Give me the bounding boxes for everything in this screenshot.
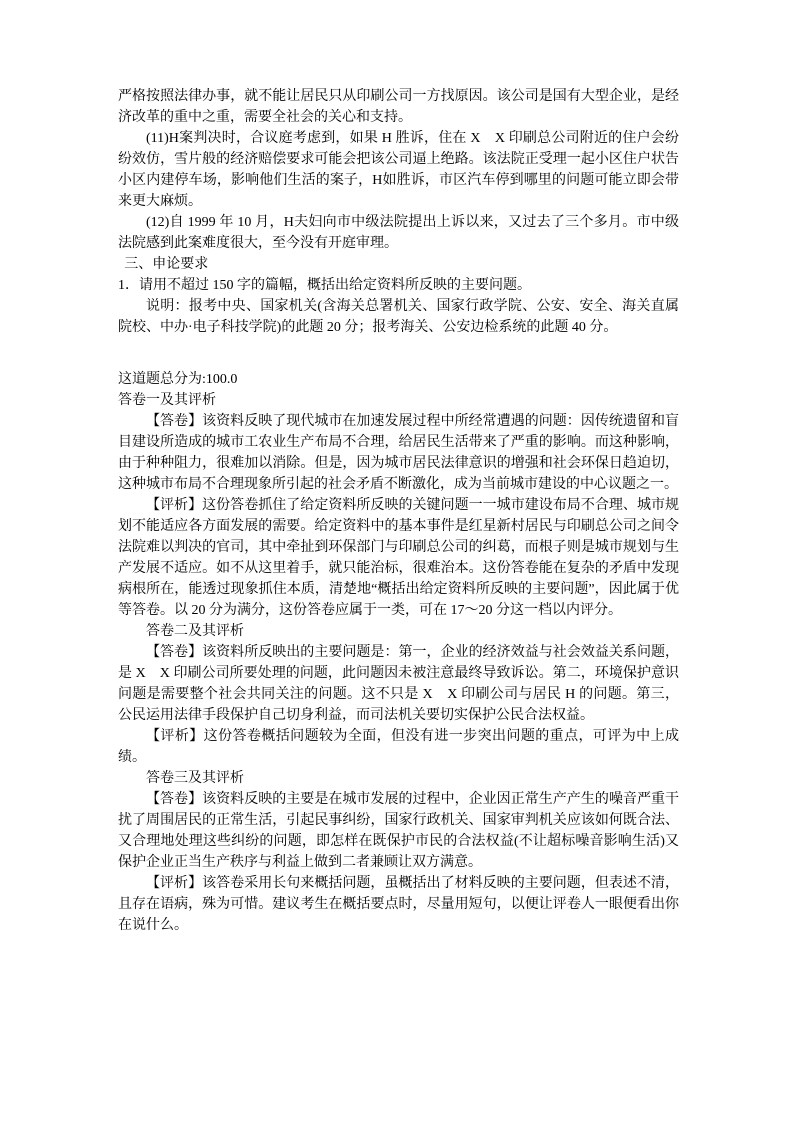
- question-1: 1．请用不超过 150 字的篇幅，概括出给定资料所反映的主要问题。: [118, 278, 531, 293]
- answer-sheet-3-heading: 答卷三及其评析: [146, 771, 244, 786]
- total-score-line: 这道题总分为:100.0: [118, 372, 238, 387]
- question-1-note: 说明：报考中央、国家机关(含海关总署机关、国家行政学院、公安、安全、海关直属院校、中办·电子科技学院)的此题 20 分；报考海关、公安边检系统的此题 40 分。: [118, 299, 679, 335]
- material-paragraph-11: (11)H案判决时，合议庭考虑到，如果 H 胜诉，住在 X X 印刷总公司附近的住户会纷纷效仿，雪片般的经济赔偿要求可能会把该公司逼上绝路。该法院正受理一起小区住户状告小区内建停车场，影响他们生活的案子，H如胜诉，市区汽车停到哪里的问题可能立即会带来更大麻烦。: [118, 131, 679, 209]
- answer-sheet-2-heading: 答卷二及其评析: [146, 624, 244, 639]
- answer-sheet-2-answer: 【答卷】该资料所反映出的主要问题是：第一，企业的经济效益与社会效益关系问题，是 X X 印刷公司所要处理的问题，此问题因未被注意最终导致诉讼。第二，环境保护意识问题是需要整个社会共同关注的问题。这不只是 X X 印刷公司与居民 H 的问题。第三，公民运用法律手段保护自己切身利益，而司法机关要切实保护公民合法权益。: [118, 645, 679, 723]
- document-content: [118, 86, 679, 936]
- material-paragraph-12: (12)自 1999 年 10 月，H夫妇向市中级法院提出上诉以来，又过去了三个多月。市中级法院感到此案难度很大，至今没有开庭审理。: [118, 215, 679, 251]
- answer-sheet-3-answer: 【答卷】该资料反映的主要是在城市发展的过程中，企业因正常生产产生的噪音严重干扰了周围居民的正常生活，引起民事纠纷，国家行政机关、国家审判机关应该如何既合法、又合理地处理这些纠纷的问题，即怎样在既保护市民的合法权益(不让超标噪音影响生活)又保护企业正当生产秩序与利益上做到二者兼顾让双方满意。: [118, 792, 679, 870]
- answer-sheet-1-answer: 【答卷】该资料反映了现代城市在加速发展过程中所经常遭遇的问题：因传统遗留和盲目建设所造成的城市工农业生产布局不合理，给居民生活带来了严重的影响。而这种影响，由于种种阻力，很难加以消除。但是，因为城市居民法律意识的增强和社会环保日趋迫切，这种城市布局不合理现象所引起的社会矛盾不断激化，成为当前城市建设的中心议题之一。: [118, 414, 679, 492]
- answer-sheet-3-review: 【评析】该答卷采用长句来概括问题，虽概括出了材料反映的主要问题，但表述不清，且存在语病，殊为可惜。建议考生在概括要点时，尽量用短句，以便让评卷人一眼便看出你在说什么。: [118, 876, 679, 933]
- answer-sheet-2-review: 【评析】这份答卷概括问题较为全面，但没有进一步突出问题的重点，可评为中上成绩。: [118, 729, 679, 765]
- material-paragraph-continuation: 严格按照法律办事，就不能让居民只从印刷公司一方找原因。该公司是国有大型企业，是经济改革的重中之重，需要全社会的关心和支持。: [118, 89, 679, 125]
- answer-sheet-1-heading: 答卷一及其评析: [118, 393, 216, 408]
- section-heading-shenlun-requirements: 三、申论要求: [124, 257, 209, 272]
- answer-sheet-1-review: 【评析】这份答卷抓住了给定资料所反映的关键问题一一城市建设布局不合理、城市规划不能适应各方面发展的需要。给定资料中的基本事件是红星新村居民与印刷总公司之间令法院难以判决的官司，其中牵扯到环保部门与印刷总公司的纠葛，而根子则是城市规划与生产发展不适应。如不从这里着手，就只能治标，很难治本。这份答卷能在复杂的矛盾中发现病根所在，能透过现象抓住本质，清楚地“概括出给定资料所反映的主要问题”，因此属于优等答卷。以 20 分为满分，这份答卷应属于一类，可在 17～20 分这一档以内评分。: [118, 498, 679, 618]
